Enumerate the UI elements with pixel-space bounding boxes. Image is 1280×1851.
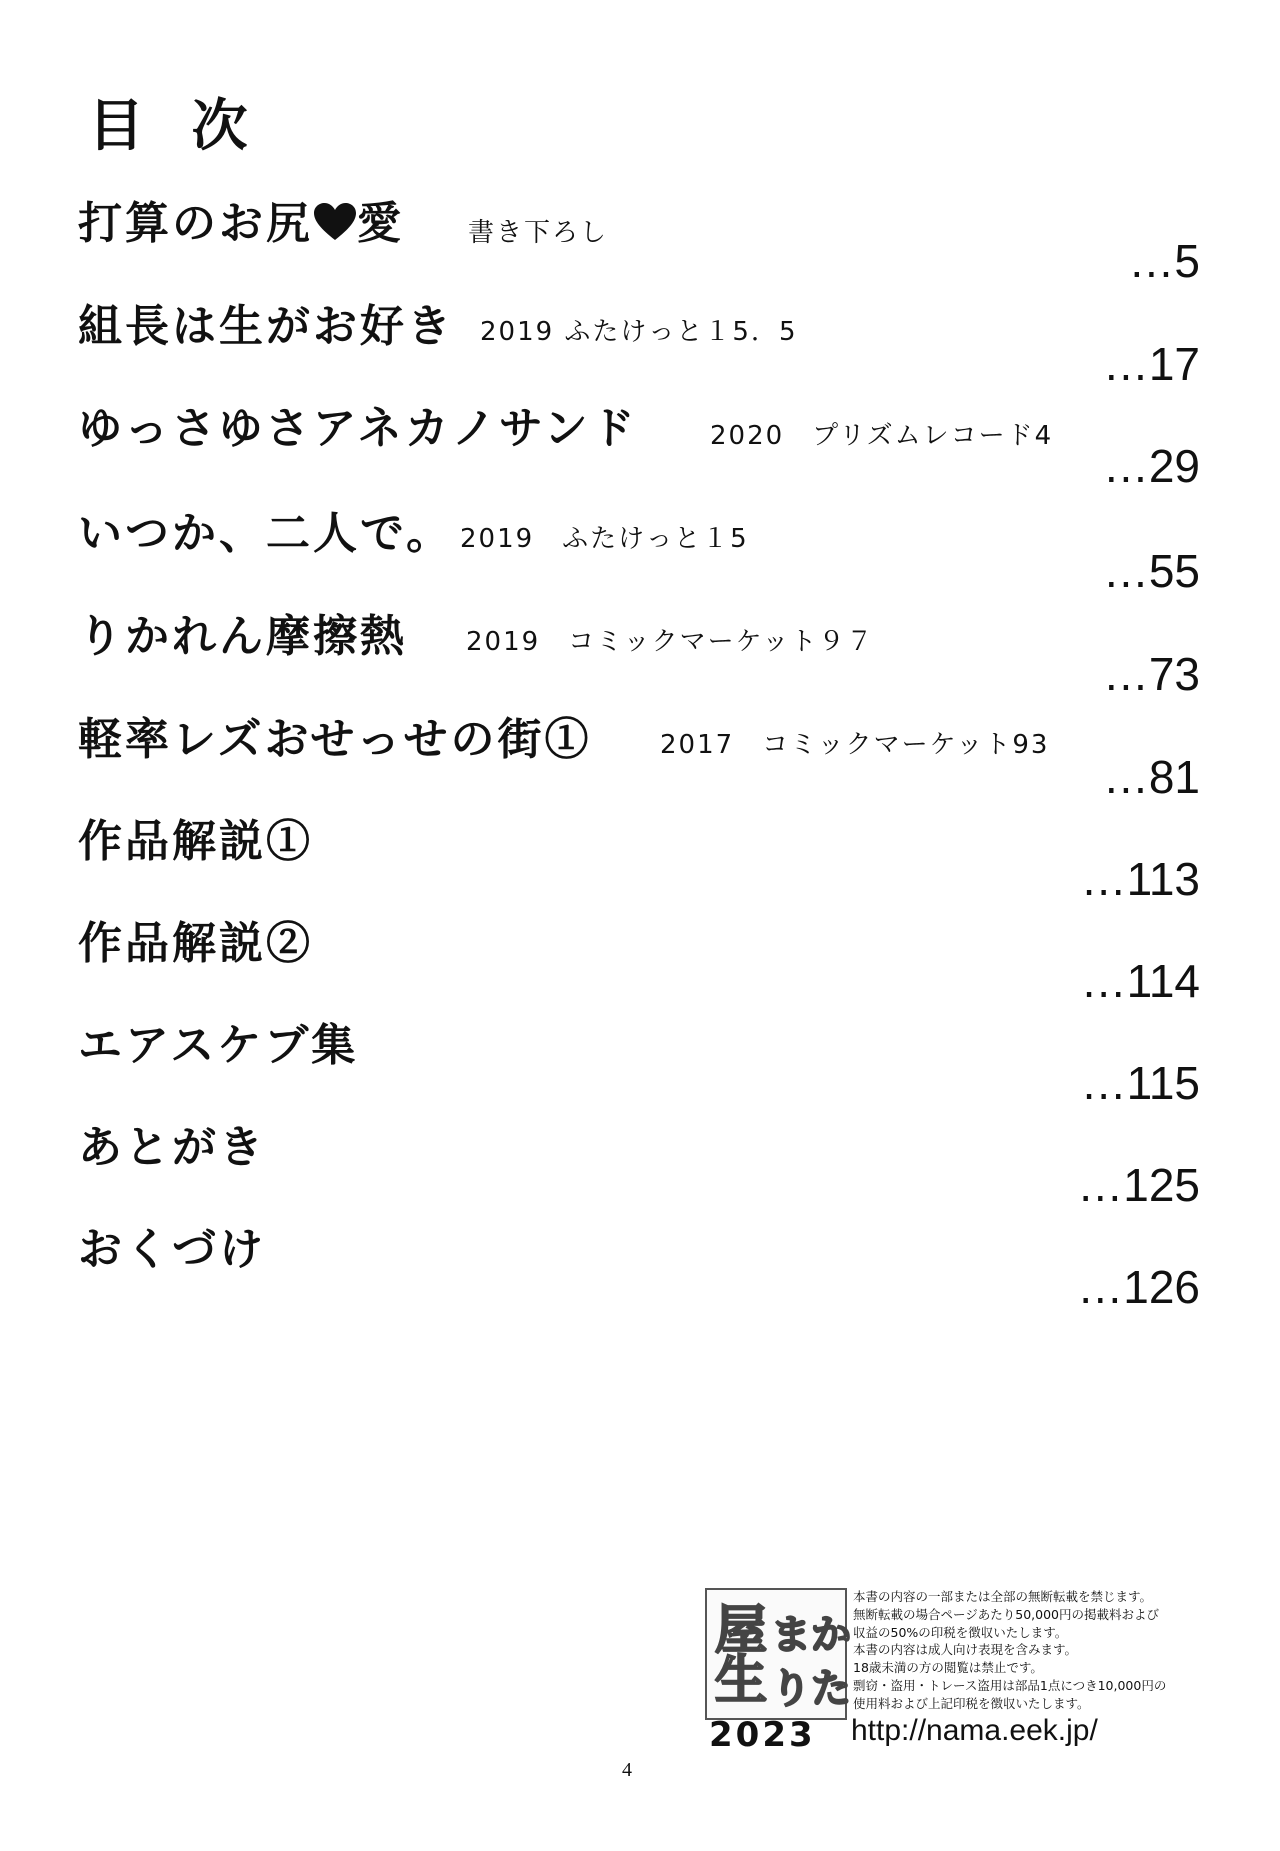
entry-page: …29	[1102, 440, 1200, 492]
toc-entry	[0, 714, 1280, 818]
entry-page: …126	[1077, 1261, 1200, 1313]
entry-title: 作品解説②	[78, 918, 313, 969]
notice-line: 本書の内容は成人向け表現を含みます。	[853, 1642, 1078, 1658]
site-url[interactable]: http://nama.eek.jp/	[851, 1714, 1098, 1747]
svg-text:まか: まか	[771, 1612, 851, 1658]
entry-page: …113	[1080, 853, 1200, 905]
toc-entry	[0, 1020, 1280, 1124]
entry-title: りかれん摩擦熱	[78, 611, 407, 662]
notice-line: 本書の内容の一部または全部の無断転載を禁じます。	[853, 1589, 1153, 1604]
entry-title: あとがき	[78, 1122, 266, 1173]
entry-note: 2019 ふたけっと１5．5	[480, 317, 798, 347]
entry-title: おくづけ	[78, 1224, 266, 1275]
entry-title: エアスケブ集	[78, 1020, 359, 1071]
entry-title: ゆっさゆさアネカノサンド	[78, 403, 638, 454]
entry-page: …17	[1102, 338, 1200, 390]
notice-line: 無断転載の場合ページあたり50,000円の掲載料および	[853, 1606, 1159, 1622]
entry-title	[78, 198, 404, 249]
heart-icon	[313, 202, 357, 242]
toc-entry	[0, 1224, 1280, 1328]
notice-line: 18歳未満の方の閲覧は禁止です。	[853, 1660, 1043, 1675]
svg-text:りた: りた	[771, 1666, 851, 1712]
toc-entry	[0, 301, 1280, 405]
logo-lettering	[711, 1594, 851, 1714]
toc-entry	[0, 918, 1280, 1022]
entry-page: …81	[1102, 751, 1200, 803]
toc-entry	[0, 611, 1280, 715]
entry-title: いつか、二人で。	[78, 508, 454, 559]
entry-note: 2019 コミックマーケット９７	[466, 627, 875, 657]
entry-page: …5	[1128, 235, 1200, 287]
entry-title: 作品解説①	[78, 816, 313, 867]
entry-note: 2019 ふたけっと１5	[460, 524, 749, 554]
entry-note: 書き下ろし	[468, 218, 609, 248]
entry-title: 組長は生がお好き	[78, 301, 454, 352]
logo-year: 2023	[709, 1715, 816, 1755]
entry-title-text: 打算のお尻	[78, 198, 313, 249]
toc-entry	[0, 816, 1280, 920]
colophon	[705, 1588, 1205, 1758]
entry-title-text: 愛	[357, 198, 404, 249]
page-number: 4	[622, 1759, 632, 1781]
toc-entry	[0, 1122, 1280, 1226]
entry-page: …73	[1102, 648, 1200, 700]
notice-line: 使用料および上記印税を徴収いたします。	[853, 1695, 1090, 1711]
entry-note: 2017 コミックマーケット93	[660, 730, 1050, 760]
toc-entry	[0, 403, 1280, 507]
entry-note: 2020 プリズムレコード4	[710, 421, 1054, 451]
copyright-notice	[853, 1588, 1193, 1712]
entry-page: …55	[1102, 545, 1200, 597]
notice-line: 剽窃・盗用・トレース盗用は部品1点につき10,000円の	[853, 1677, 1167, 1693]
entry-title: 軽率レズおせっせの街①	[78, 714, 592, 765]
circle-logo	[705, 1588, 851, 1720]
entry-page: …115	[1080, 1057, 1200, 1109]
toc-heading: 目 次	[88, 93, 262, 159]
svg-text:生: 生	[715, 1651, 768, 1711]
toc-entry	[0, 198, 1280, 302]
toc-entry	[0, 508, 1280, 612]
svg-text:屋: 屋	[715, 1601, 768, 1661]
entry-page: …114	[1080, 955, 1200, 1007]
notice-line: 収益の50%の印税を徴収いたします。	[853, 1624, 1068, 1640]
entry-page: …125	[1077, 1159, 1200, 1211]
